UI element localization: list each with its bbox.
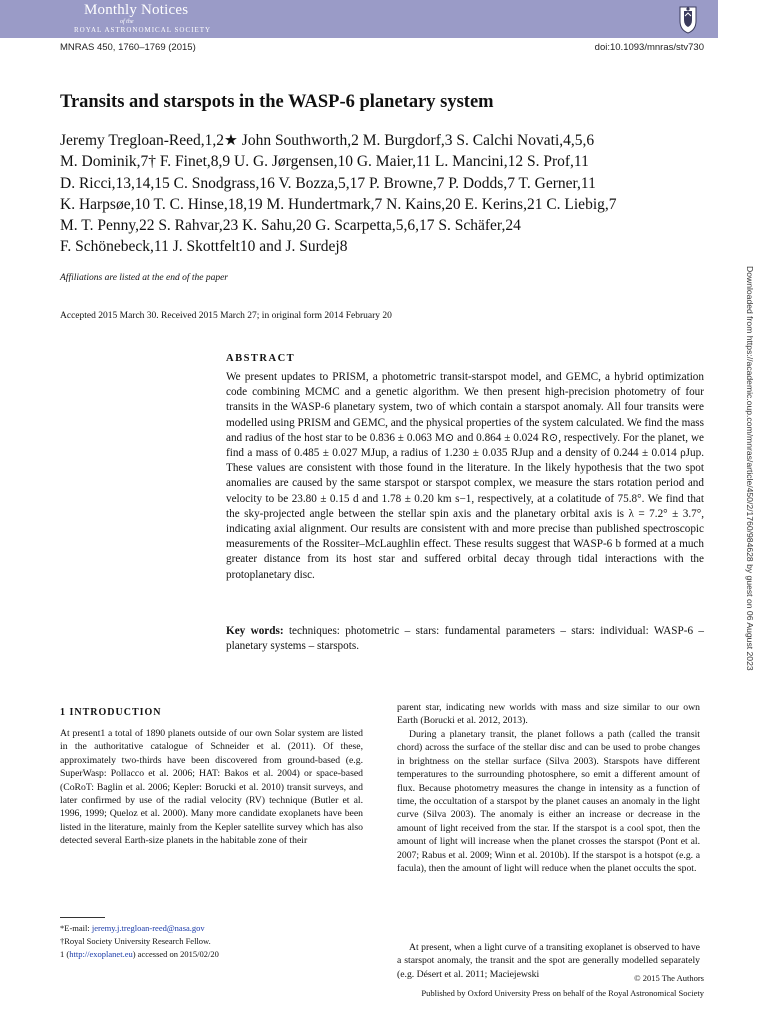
footnote-rule: [60, 917, 105, 918]
keywords-label: Key words:: [226, 625, 284, 637]
affiliations-note: Affiliations are listed at the end of the paper: [60, 273, 228, 283]
keywords: [226, 624, 704, 654]
article-title: Transits and starspots in the WASP-6 planetary system: [60, 92, 494, 112]
copyright: © 2015 The Authors: [634, 973, 704, 983]
download-note: Downloaded from https://academic.oup.com/mnras/article/450/2/1760/984628 by guest on 06 August 2023: [745, 266, 755, 671]
abstract-heading: ABSTRACT: [226, 353, 296, 364]
journal-title: Monthly Notices: [84, 2, 189, 18]
citation: MNRAS 450, 1760–1769 (2015): [60, 42, 196, 53]
society-name: ROYAL ASTRONOMICAL SOCIETY: [74, 26, 212, 34]
journal-banner: [0, 0, 718, 38]
author-line: M. Dominik,7† F. Finet,8,9 U. G. Jørgensen,10 G. Maier,11 L. Mancini,12 S. Prof,11: [60, 153, 589, 171]
url-suffix: ) accessed on 2015/02/20: [132, 949, 219, 959]
email-link[interactable]: jeremy.j.tregloan-reed@nasa.gov: [91, 923, 205, 933]
society-crest-icon: [676, 3, 700, 35]
publication-dates: Accepted 2015 March 30. Received 2015 March 27; in original form 2014 February 20: [60, 311, 392, 321]
author-list: [60, 130, 710, 258]
doi: doi:10.1093/mnras/stv730: [594, 42, 704, 53]
email-label: *E-mail:: [60, 923, 92, 933]
author-line: D. Ricci,13,14,15 C. Snodgrass,16 V. Bozza,5,17 P. Browne,7 P. Dodds,7 T. Gerner,11: [60, 174, 596, 192]
author-line: K. Harpsøe,10 T. C. Hinse,18,19 M. Hundertmark,7 N. Kains,20 E. Kerins,21 C. Liebig,7: [60, 195, 617, 213]
journal-of: of the: [120, 19, 134, 25]
publisher-note: Published by Oxford University Press on behalf of the Royal Astronomical Society: [421, 988, 704, 998]
exoplanet-link[interactable]: http://exoplanet.eu: [69, 949, 133, 959]
section-heading: 1 INTRODUCTION: [60, 707, 162, 718]
author-line: M. T. Penny,22 S. Rahvar,23 K. Sahu,20 G. Scarpetta,5,6,17 S. Schäfer,24: [60, 217, 521, 235]
footnote-url: [60, 948, 219, 961]
keywords-text: techniques: photometric – stars: fundamental parameters – stars: individual: WASP-6 – planetary systems – starspots.: [226, 625, 705, 653]
author-line: Jeremy Tregloan-Reed,1,2★ John Southworth,2 M. Burgdorf,3 S. Calchi Novati,4,5,6: [60, 132, 595, 149]
abstract-text: We present updates to PRISM, a photometric transit-starspot model, and GEMC, a hybrid optimization code combining MCMC and a genetic algorithm. We then present high-precision photometry of four transits in the WASP-6 planetary system, two of which contain a starspot anomaly. All four transits were modelled using PRISM and GEMC, and the physical properties of the system calculated. We find the mass and radius of the host star to be 0.836 ± 0.063 M⊙ and 0.864 ± 0.024 R⊙, respectively. For the planet, we find a mass of 0.485 ± 0.027 MJup, a radius of 1.230 ± 0.035 RJup and a density of 0.244 ± 0.014 ρJup. These values are consistent with those found in the literature. In the likely hypothesis that the two spot anomalies are caused by the same starspot or starspot complex, we measure the stars rotation period and velocity to be 23.80 ± 0.15 d and 1.78 ± 0.20 km s−1, respectively, at a colatitude of 75.8°. We find that the sky-projected angle between the stellar spin axis and the planetary orbital axis is λ = 7.2° ± 3.7°, indicating axial alignment. Our results are consistent with and more precise than published spectroscopic measurements of the Rossiter–McLaughlin effect. These results suggest that WASP-6 b formed at a much greater distance from its host star and suffered orbital decay through tidal interactions with the protoplanetary disc.: [226, 371, 705, 581]
intro-left-column: At present1 a total of 1890 planets outside of our own Solar system are listed in the authoritative catalogue of Schneider et al. (2011). Of these, approximately two-thirds have been discovered from ground-based (e.g. SuperWasp: Pollacco et al. 2006; HAT: Bakos et al. 2004) or space-based (CoRoT: Baglin et al. 2006; Kepler: Borucki et al. 2010) transit surveys, and later confirmed by use of the radial velocity (RV) technique (Butler et al. 1996, 1999; Queloz et al. 2000). Many more candidate exoplanets have been listed in the literature, mainly from the Kepler satellite survey which has also detected several Earth-size planets in the habitable zone of their: [60, 728, 363, 847]
intro-right-paragraph: At present, when a light curve of a transiting exoplanet is observed to have a starspot anomaly, the transit and the spot are generally modelled separately (e.g. Désert et al. 2011; Maciejewski: [397, 942, 700, 980]
footnote-fellow: †Royal Society University Research Fellow.: [60, 936, 211, 946]
footnotes: [60, 922, 219, 961]
author-line: F. Schönebeck,11 J. Skottfelt10 and J. Surdej8: [60, 238, 348, 256]
download-watermark: [744, 266, 756, 756]
intro-right-paragraph: During a planetary transit, the planet follows a path (called the transit chord) across the surface of the stellar disc and can be used to probe changes in brightness on the stellar surface (Silva 2003). Starspots have different temperatures to the surrounding photosphere, so emit a different amount of flux. Because photometry measures the change in intensity as a function of time, the occultation of a starspot by the planet causes an anomaly in the light curve (Silva 2003). The anomaly is either an increase or decrease in the amount of light received from the star. If the starspot is a cool spot, then the amount of light will increase when the planet crosses the starspot (Pont et al. 2007; Rabus et al. 2009; Winn et al. 2010b). If the starspot is a hotspot (e.g. a facula), then the amount of light will reduce when the planet occults the spot.: [397, 729, 700, 875]
url-prefix: 1 (: [60, 949, 70, 959]
intro-right-paragraph: parent star, indicating new worlds with mass and size similar to our own Earth (Borucki et al. 2012, 2013).: [397, 702, 700, 727]
footnote-email: [60, 922, 219, 935]
